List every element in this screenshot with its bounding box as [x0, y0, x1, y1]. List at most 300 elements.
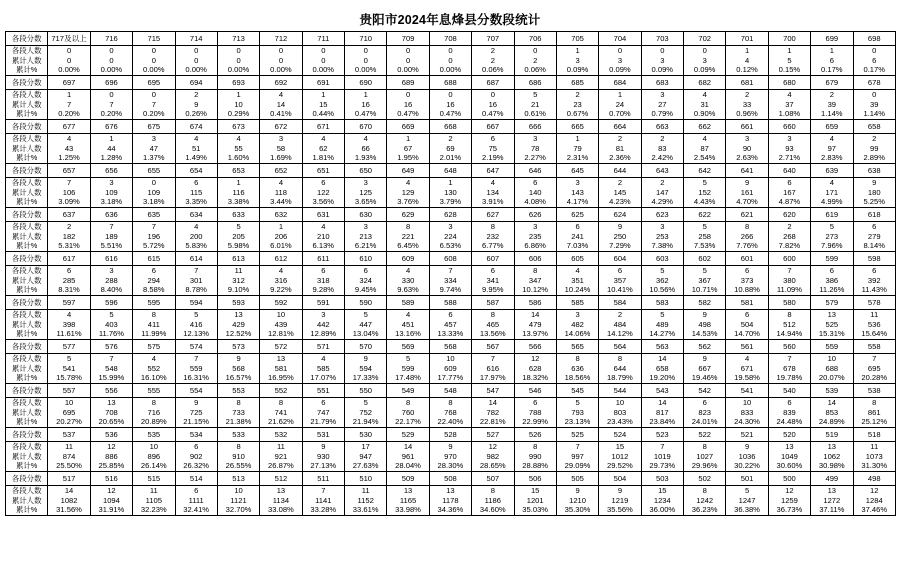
- score-cell: 607: [472, 252, 514, 266]
- cumulative-value: 1242: [696, 495, 714, 505]
- score-header-label: 各段分数: [6, 340, 48, 354]
- count-value: 6: [533, 398, 538, 408]
- stats-cell: [514, 134, 556, 164]
- count-value: 8: [702, 442, 707, 452]
- count-value: 0: [109, 90, 114, 100]
- score-cell: 619: [811, 208, 853, 222]
- count-value: 5: [533, 90, 538, 100]
- count-value: 4: [236, 134, 241, 144]
- stats-cell: [768, 46, 810, 76]
- cumulative-value: 512: [783, 319, 796, 329]
- percent-value: 13.04%: [352, 329, 379, 339]
- stats-cell: [217, 486, 259, 516]
- stats-cell: [217, 90, 259, 120]
- stats-cell: [514, 398, 556, 428]
- cumulative-value: 961: [401, 451, 415, 461]
- score-cell: 620: [768, 208, 810, 222]
- percent-value: 0.06%: [524, 65, 546, 75]
- percent-value: 24.01%: [691, 417, 718, 427]
- cumulative-value: 23: [573, 99, 582, 109]
- percent-value: 0.09%: [609, 65, 631, 75]
- count-value: 1: [448, 178, 453, 188]
- score-cell: 561: [726, 340, 768, 354]
- score-cell: 713: [217, 32, 259, 46]
- stats-cell: [514, 46, 556, 76]
- cumulative-value: 4: [744, 55, 750, 65]
- stats-cell: [514, 90, 556, 120]
- score-cell: 504: [599, 472, 641, 486]
- stats-cell: [175, 222, 217, 252]
- stats-cell: [175, 178, 217, 208]
- score-cell: 590: [345, 296, 387, 310]
- score-cell: 696: [90, 76, 132, 90]
- percent-value: 35.56%: [607, 505, 633, 515]
- stats-cell: [175, 266, 217, 296]
- cumulative-value: 439: [274, 319, 288, 329]
- score-cell: 623: [641, 208, 683, 222]
- percent-value: 29.73%: [649, 461, 676, 471]
- score-cell: 692: [260, 76, 302, 90]
- stats-row-labels: [6, 398, 48, 428]
- percent-value: 28.88%: [522, 461, 549, 471]
- percent-value: 28.65%: [479, 461, 506, 471]
- score-cell: 582: [684, 296, 726, 310]
- stats-cell: [768, 398, 810, 428]
- percent-value: 30.60%: [776, 461, 803, 471]
- count-value: 3: [660, 222, 665, 232]
- cumulative-value: 180: [867, 187, 881, 197]
- score-cell: 500: [768, 472, 810, 486]
- percent-value: 13.33%: [437, 329, 464, 339]
- score-cell: 586: [514, 296, 556, 310]
- score-cell: 519: [811, 428, 853, 442]
- stats-cell: [726, 398, 768, 428]
- score-cell: 536: [90, 428, 132, 442]
- score-cell: 674: [175, 120, 217, 134]
- count-value: 6: [321, 398, 326, 408]
- percent-value: 1.93%: [354, 153, 377, 163]
- cumulative-value: 373: [740, 275, 754, 285]
- count-value: 7: [194, 354, 199, 364]
- cumulative-value: 140: [528, 187, 542, 197]
- count-value: 3: [744, 134, 750, 144]
- cumulative-value: 1036: [738, 451, 756, 461]
- stats-cell: [684, 310, 726, 340]
- cumulative-value: 330: [401, 275, 415, 285]
- stats-cell: [556, 266, 598, 296]
- score-cell: 532: [260, 428, 302, 442]
- stats-cell: [48, 222, 90, 252]
- cumulative-value: 279: [867, 231, 881, 241]
- score-cell: 543: [641, 384, 683, 398]
- percent-value: 11.76%: [98, 329, 125, 339]
- cumulative-value: 609: [444, 363, 457, 373]
- score-cell: 626: [514, 208, 556, 222]
- percent-value: 0.44%: [312, 109, 335, 119]
- percent-value: 36.23%: [691, 505, 718, 515]
- stats-cell: [217, 310, 259, 340]
- stats-cell: [514, 442, 556, 472]
- percent-value: 3.91%: [482, 197, 504, 207]
- count-value: 7: [321, 486, 326, 496]
- percent-value: 3.38%: [227, 197, 250, 207]
- count-value: 3: [109, 266, 114, 276]
- stats-cell: [641, 354, 683, 384]
- score-cell: 544: [599, 384, 641, 398]
- score-cell: 608: [429, 252, 471, 266]
- stats-cell: [556, 486, 598, 516]
- stats-cell: [684, 178, 726, 208]
- stats-cell: [387, 178, 429, 208]
- stats-cell: [472, 398, 514, 428]
- stats-cell: [853, 266, 896, 296]
- count-value: 9: [617, 222, 623, 232]
- cumulative-value: 367: [698, 275, 712, 285]
- score-cell: 596: [90, 296, 132, 310]
- percent-value: 0.20%: [58, 109, 80, 119]
- count-value: 4: [278, 90, 284, 100]
- stats-cell: [684, 398, 726, 428]
- cumulative-value: 465: [486, 319, 500, 329]
- cumulative-value: 288: [105, 275, 118, 285]
- cumulative-value: 266: [740, 231, 754, 241]
- count-value: 0: [363, 46, 368, 56]
- score-cell: 628: [429, 208, 471, 222]
- stats-row: [6, 134, 896, 164]
- stats-cell: [853, 398, 896, 428]
- stats-cell: [175, 398, 217, 428]
- percent-value: 6.13%: [312, 241, 335, 251]
- cumulative-value: 294: [147, 275, 161, 285]
- score-cell: 593: [217, 296, 259, 310]
- count-value: 3: [151, 134, 156, 144]
- stats-cell: [260, 486, 302, 516]
- stats-row: [6, 178, 896, 208]
- stats-cell: [48, 354, 90, 384]
- score-cell: 665: [556, 120, 598, 134]
- stats-cell: [175, 486, 217, 516]
- count-value: 7: [872, 354, 877, 364]
- count-value: 6: [321, 178, 326, 188]
- stats-cell: [768, 354, 810, 384]
- count-value: 6: [575, 222, 580, 232]
- score-cell: 539: [811, 384, 853, 398]
- score-cell: 514: [175, 472, 217, 486]
- percent-value: 12.89%: [310, 329, 337, 339]
- cumulative-value: 747: [316, 407, 330, 417]
- stats-cell: [726, 222, 768, 252]
- stats-cell: [684, 222, 726, 252]
- count-value: 1: [829, 46, 834, 56]
- count-value: 2: [575, 90, 580, 100]
- count-label: 各段人数: [11, 486, 42, 496]
- percent-value: 2.42%: [651, 153, 674, 163]
- stats-row: [6, 354, 896, 384]
- stats-cell: [641, 398, 683, 428]
- stats-cell: [260, 310, 302, 340]
- percent-value: 37.11%: [819, 505, 845, 515]
- score-cell: 679: [811, 76, 853, 90]
- stats-cell: [345, 178, 387, 208]
- score-cell: 508: [429, 472, 471, 486]
- count-value: 6: [744, 310, 750, 320]
- percent-value: 25.50%: [56, 461, 82, 471]
- count-value: 5: [575, 398, 580, 408]
- stats-cell: [556, 354, 598, 384]
- score-cell: 555: [133, 384, 175, 398]
- count-label: 各段人数: [11, 310, 42, 320]
- count-value: 4: [744, 354, 750, 364]
- score-cell: 657: [48, 164, 90, 178]
- stats-row-labels: [6, 134, 48, 164]
- score-cell: 703: [641, 32, 683, 46]
- score-cell: 524: [599, 428, 641, 442]
- cumulative-value: 66: [361, 143, 370, 153]
- cumulative-value: 1027: [696, 451, 714, 461]
- count-label: 各段人数: [11, 222, 42, 232]
- percent-value: 32.41%: [183, 505, 210, 515]
- count-value: 1: [363, 90, 368, 100]
- count-value: 6: [194, 178, 199, 188]
- stats-row: [6, 486, 896, 516]
- stats-cell: [48, 442, 90, 472]
- cumulative-label: 累计人数: [11, 319, 42, 329]
- count-value: 4: [278, 266, 284, 276]
- percent-value: 28.04%: [395, 461, 421, 471]
- score-cell: 599: [811, 252, 853, 266]
- cumulative-value: 221: [401, 231, 415, 241]
- stats-cell: [684, 46, 726, 76]
- count-value: 10: [234, 486, 243, 496]
- cumulative-value: 708: [105, 407, 118, 417]
- stats-row: [6, 310, 896, 340]
- score-header-row: [6, 296, 896, 310]
- percent-value: 23.13%: [564, 417, 591, 427]
- cumulative-value: 67: [403, 143, 413, 153]
- count-value: 14: [827, 398, 837, 408]
- score-cell: 698: [853, 32, 896, 46]
- count-value: 4: [405, 310, 411, 320]
- percent-value: 6.86%: [524, 241, 546, 251]
- score-cell: 640: [768, 164, 810, 178]
- score-header-row: [6, 76, 896, 90]
- stats-cell: [514, 178, 556, 208]
- count-value: 9: [617, 486, 623, 496]
- percent-value: 8.58%: [143, 285, 165, 295]
- count-value: 8: [448, 398, 453, 408]
- count-value: 6: [617, 266, 623, 276]
- stats-cell: [48, 178, 90, 208]
- stats-cell: [768, 90, 810, 120]
- percent-value: 3.79%: [439, 197, 462, 207]
- cumulative-value: 115: [190, 187, 203, 197]
- cumulative-value: 616: [486, 363, 500, 373]
- percent-value: 7.53%: [693, 241, 716, 251]
- stats-cell: [90, 398, 132, 428]
- stats-cell: [217, 178, 259, 208]
- score-header-label: 各段分数: [6, 76, 48, 90]
- count-value: 4: [66, 134, 72, 144]
- cumulative-value: 548: [105, 363, 118, 373]
- cumulative-value: 671: [740, 363, 754, 373]
- percent-value: 9.63%: [397, 285, 419, 295]
- stats-cell: [90, 354, 132, 384]
- stats-cell: [133, 178, 175, 208]
- stats-cell: [599, 222, 641, 252]
- percent-label: 累计%: [16, 285, 38, 295]
- cumulative-value: 200: [189, 231, 203, 241]
- stats-cell: [768, 222, 810, 252]
- percent-value: 1.60%: [227, 153, 250, 163]
- stats-cell: [48, 266, 90, 296]
- percent-value: 26.87%: [268, 461, 294, 471]
- percent-value: 9.28%: [312, 285, 335, 295]
- percent-value: 10.88%: [734, 285, 760, 295]
- stats-cell: [472, 134, 514, 164]
- cumulative-value: 268: [783, 231, 796, 241]
- score-cell: 528: [429, 428, 471, 442]
- stats-cell: [726, 266, 768, 296]
- count-value: 11: [234, 266, 243, 276]
- cumulative-label: 累计人数: [11, 275, 42, 285]
- cumulative-value: 803: [613, 407, 627, 417]
- cumulative-value: 81: [615, 143, 625, 153]
- percent-value: 14.12%: [607, 329, 633, 339]
- percent-value: 23.84%: [649, 417, 676, 427]
- percent-value: 0.47%: [482, 109, 504, 119]
- score-header-row: [6, 472, 896, 486]
- cumulative-value: 716: [147, 407, 161, 417]
- percent-value: 5.31%: [58, 241, 80, 251]
- cumulative-value: 479: [528, 319, 542, 329]
- percent-value: 4.29%: [651, 197, 674, 207]
- cumulative-value: 118: [274, 187, 287, 197]
- percent-value: 0.15%: [778, 65, 801, 75]
- percent-value: 0.47%: [354, 109, 377, 119]
- count-value: 5: [702, 178, 707, 188]
- score-cell: 606: [514, 252, 556, 266]
- stats-cell: [726, 46, 768, 76]
- count-label: 各段人数: [11, 354, 42, 364]
- percent-value: 26.32%: [183, 461, 210, 471]
- percent-value: 31.56%: [56, 505, 82, 515]
- percent-value: 15.64%: [861, 329, 888, 339]
- count-value: 5: [363, 310, 368, 320]
- score-cell: 685: [556, 76, 598, 90]
- percent-value: 20.65%: [98, 417, 125, 427]
- stats-cell: [387, 46, 429, 76]
- percent-value: 11.99%: [141, 329, 167, 339]
- stats-cell: [768, 310, 810, 340]
- count-label: 各段人数: [11, 134, 42, 144]
- count-value: 6: [872, 266, 877, 276]
- count-value: 12: [488, 442, 498, 452]
- score-cell: 663: [641, 120, 683, 134]
- stats-cell: [302, 310, 344, 340]
- score-cell: 526: [514, 428, 556, 442]
- stats-cell: [302, 134, 344, 164]
- count-value: 2: [872, 134, 877, 144]
- count-value: 0: [448, 90, 453, 100]
- percent-value: 6.21%: [354, 241, 377, 251]
- count-value: 10: [615, 398, 625, 408]
- score-cell: 569: [387, 340, 429, 354]
- count-value: 7: [490, 354, 495, 364]
- score-cell: 557: [48, 384, 90, 398]
- percent-value: 4.70%: [736, 197, 758, 207]
- score-cell: 688: [429, 76, 471, 90]
- percent-value: 6.53%: [439, 241, 462, 251]
- percent-value: 0.41%: [270, 109, 292, 119]
- score-cell: 591: [302, 296, 344, 310]
- score-cell: 578: [853, 296, 896, 310]
- percent-value: 19.20%: [649, 373, 676, 383]
- stats-cell: [302, 354, 344, 384]
- count-value: 14: [64, 486, 74, 496]
- cumulative-value: 695: [62, 407, 76, 417]
- percent-value: 34.60%: [479, 505, 506, 515]
- percent-value: 18.32%: [522, 373, 549, 383]
- score-header-row: [6, 340, 896, 354]
- count-value: 6: [702, 398, 707, 408]
- percent-value: 21.94%: [352, 417, 379, 427]
- score-cell: 671: [302, 120, 344, 134]
- cumulative-value: 1152: [357, 495, 374, 505]
- score-cell: 675: [133, 120, 175, 134]
- cumulative-value: 636: [571, 363, 584, 373]
- score-cell: 595: [133, 296, 175, 310]
- cumulative-value: 536: [867, 319, 881, 329]
- percent-value: 15.78%: [56, 373, 82, 383]
- cumulative-value: 351: [571, 275, 584, 285]
- stats-cell: [387, 486, 429, 516]
- stats-cell: [556, 178, 598, 208]
- percent-value: 23.43%: [607, 417, 633, 427]
- percent-value: 25.12%: [861, 417, 888, 427]
- stats-cell: [556, 398, 598, 428]
- cumulative-value: 341: [486, 275, 500, 285]
- count-value: 1: [405, 134, 411, 144]
- score-cell: 609: [387, 252, 429, 266]
- percent-value: 22.17%: [395, 417, 421, 427]
- percent-value: 0.00%: [270, 65, 292, 75]
- percent-value: 0.00%: [185, 65, 207, 75]
- cumulative-value: 1134: [272, 495, 290, 505]
- score-cell: 518: [853, 428, 896, 442]
- stats-cell: [726, 310, 768, 340]
- score-cell: 600: [768, 252, 810, 266]
- cumulative-value: 398: [62, 319, 76, 329]
- cumulative-value: 392: [867, 275, 881, 285]
- stats-cell: [133, 310, 175, 340]
- percent-value: 7.76%: [736, 241, 758, 251]
- cumulative-value: 1234: [653, 495, 671, 505]
- count-value: 11: [65, 442, 73, 452]
- percent-value: 33.98%: [395, 505, 421, 515]
- cumulative-value: 1165: [399, 495, 417, 505]
- score-cell: 670: [345, 120, 387, 134]
- percent-value: 13.56%: [479, 329, 506, 339]
- stats-cell: [302, 222, 344, 252]
- percent-value: 0.70%: [609, 109, 631, 119]
- percent-value: 1.81%: [312, 153, 335, 163]
- stats-cell: [811, 222, 853, 252]
- cumulative-value: 10: [234, 99, 243, 109]
- stats-cell: [302, 486, 344, 516]
- stats-cell: [811, 486, 853, 516]
- count-value: 0: [151, 178, 156, 188]
- stats-cell: [133, 354, 175, 384]
